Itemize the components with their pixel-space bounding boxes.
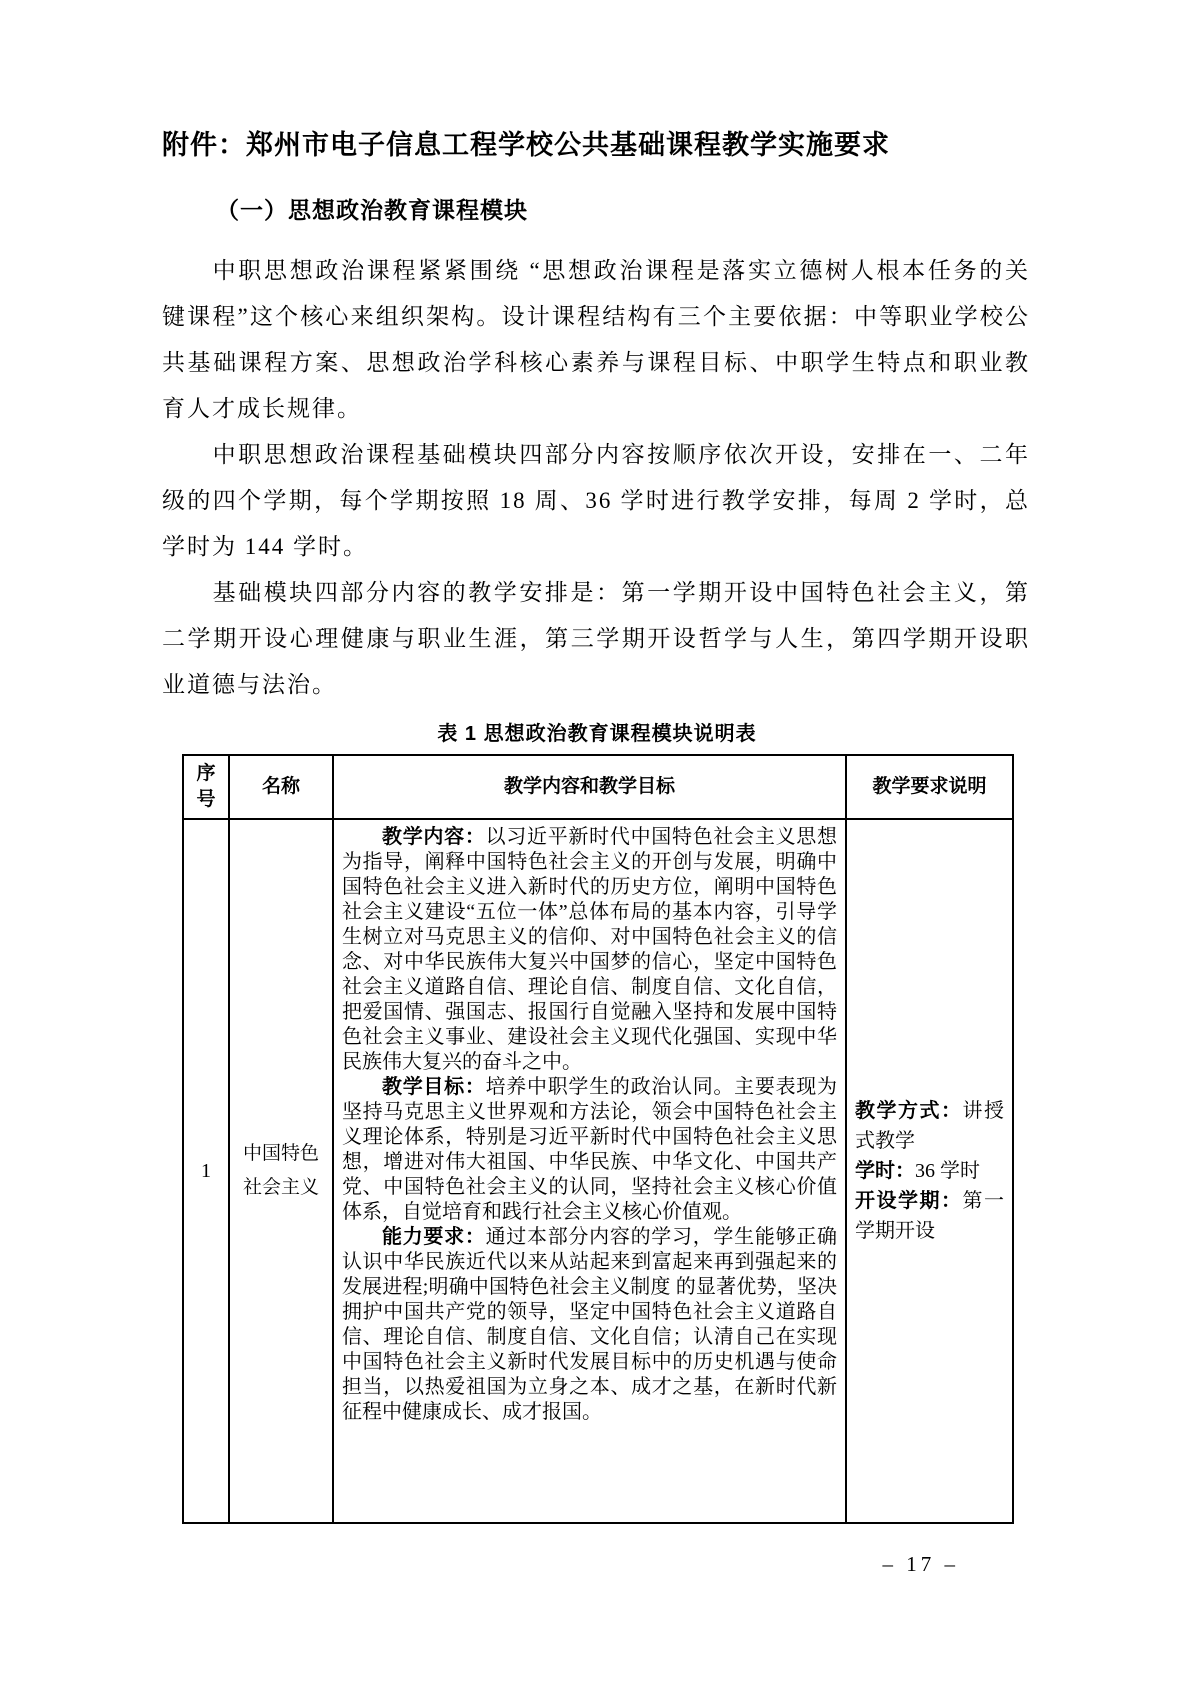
paragraph-2: 中职思想政治课程基础模块四部分内容按顺序依次开设，安排在一、二年级的四个学期，每个学期按照 18 周、36 学时进行教学安排，每周 2 学时，总学时为 144 学时。 bbox=[162, 442, 1030, 559]
paragraph-3: 基础模块四部分内容的教学安排是：第一学期开设中国特色社会主义，第二学期开设心理健康与职业生涯，第三学期开设哲学与人生，第四学期开设职业道德与法治。 bbox=[162, 580, 1030, 697]
table-header-row bbox=[183, 755, 1013, 819]
ability-requirement-block bbox=[342, 1225, 837, 1425]
column-header-requirements: 教学要求说明 bbox=[846, 755, 1013, 819]
paragraph-1: 中职思想政治课程紧紧围绕 “思想政治课程是落实立德树人根本任务的关键课程”这个核心来组织架构。设计课程结构有三个主要依据：中等职业学校公共基础课程方案、思想政治学科核心素养与课程目标、中职学生特点和职业教育人才成长规律。 bbox=[162, 258, 1030, 421]
cell-teaching-content bbox=[333, 819, 846, 1523]
class-hours-label: 学时： bbox=[855, 1160, 915, 1182]
teaching-content-block bbox=[342, 825, 837, 1075]
course-module-table bbox=[182, 754, 1014, 1524]
semester-line bbox=[855, 1186, 1004, 1246]
semester-label: 开设学期： bbox=[855, 1190, 963, 1212]
table-caption: 表 1 思想政治教育课程模块说明表 bbox=[437, 723, 757, 745]
cell-course-name: 中国特色社会主义 bbox=[229, 819, 333, 1523]
teaching-method-line bbox=[855, 1096, 1004, 1156]
class-hours-line bbox=[855, 1156, 1004, 1186]
cell-teaching-requirements bbox=[846, 819, 1013, 1523]
column-header-content: 教学内容和教学目标 bbox=[333, 755, 846, 819]
column-header-seq: 序号 bbox=[183, 755, 229, 819]
ability-requirement-label: 能力要求： bbox=[382, 1226, 486, 1248]
teaching-goal-block bbox=[342, 1075, 837, 1225]
document-content bbox=[162, 128, 1030, 1524]
teaching-method-label: 教学方式： bbox=[855, 1100, 963, 1122]
semester-text: 第一学期开设 bbox=[855, 1190, 1004, 1242]
class-hours-text: 36 学时 bbox=[915, 1160, 980, 1182]
teaching-goal-text: 培养中职学生的政治认同。主要表现为坚持马克思主义世界观和方法论，领会中国特色社会主义理论体系，特别是习近平新时代中国特色社会主义思想，增进对伟大祖国、中华民族、中华文化、中国共产党、中国特色社会主义的认同，坚持社会主义核心价值体系，自觉培育和践行社会主义核心价值观。 bbox=[342, 1076, 838, 1223]
ability-requirement-text: 通过本部分内容的学习，学生能够正确认识中华民族近代以来从站起来到富起来再到强起来的发展进程;明确中国特色社会主义制度 的显著优势，坚决拥护中国共产党的领导，坚定中国特色社会主义道路自信、理论自信、制度自信、文化自信；认清自己在实现中国特色社会主义新时代发展目标中的历史机遇与使命担当，以热爱祖国为立身之本、成才之基，在新时代新征程中健康成长、成才报国。 bbox=[342, 1226, 838, 1423]
table-row bbox=[183, 819, 1013, 1523]
teaching-content-label: 教学内容： bbox=[382, 826, 486, 848]
cell-seq: 1 bbox=[183, 819, 229, 1523]
page-title: 附件：郑州市电子信息工程学校公共基础课程教学实施要求 bbox=[162, 130, 890, 160]
section-heading: （一）思想政治教育课程模块 bbox=[216, 197, 528, 223]
teaching-method-text: 讲授式教学 bbox=[855, 1100, 1004, 1152]
teaching-goal-label: 教学目标： bbox=[382, 1076, 486, 1098]
column-header-name: 名称 bbox=[229, 755, 333, 819]
page-number: – 17 – bbox=[882, 1552, 959, 1576]
teaching-content-text: 以习近平新时代中国特色社会主义思想为指导，阐释中国特色社会主义的开创与发展，明确中国特色社会主义进入新时代的历史方位，阐明中国特色社会主义建设“五位一体”总体布局的基本内容，引导学生树立对马克思主义的信仰、对中国特色社会主义的信念、对中华民族伟大复兴中国梦的信心，坚定中国特色社会主义道路自信、理论自信、制度自信、文化自信，把爱国情、强国志、报国行自觉融入坚持和发展中国特色社会主义事业、建设社会主义现代化强国、实现中华民族伟大复兴的奋斗之中。 bbox=[342, 826, 838, 1073]
